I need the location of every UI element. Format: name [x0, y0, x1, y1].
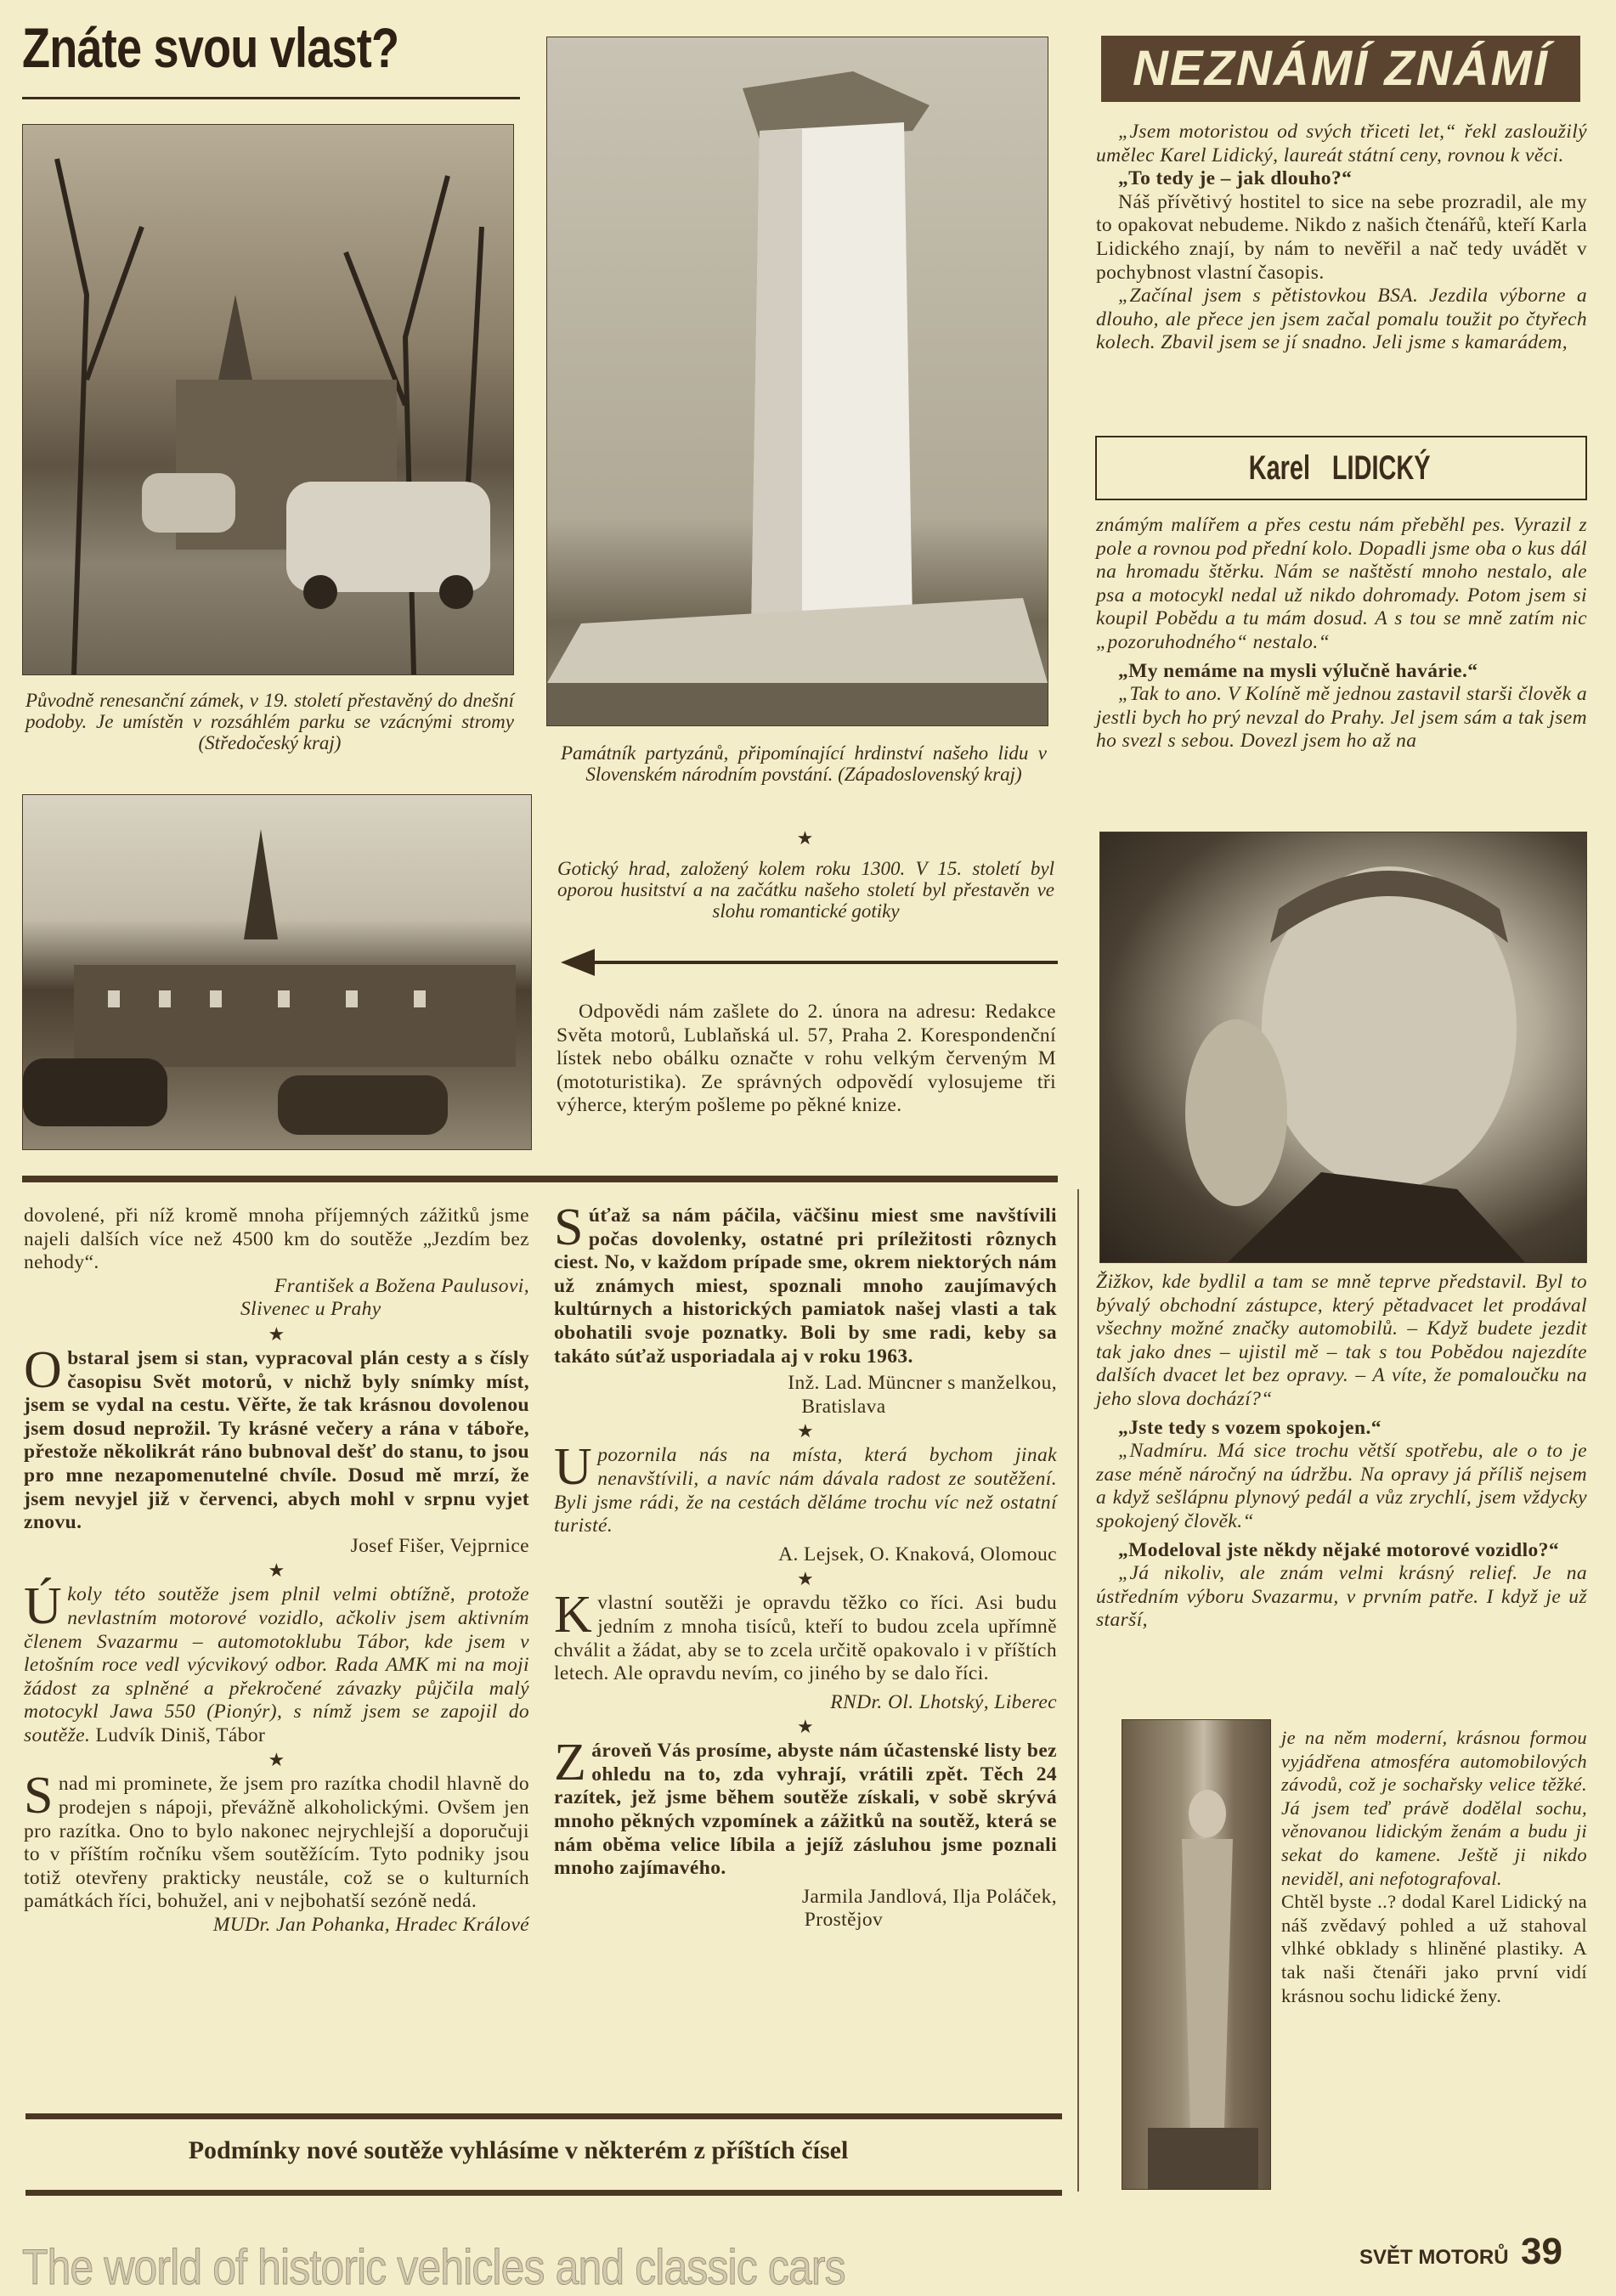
interview-paragraph: Žižkov, kde bydlil a tam se mně teprve představil. Byl to bývalý obchodní zástupce, který pětadvacet let prodával všechny možné značky automobilů. – Když budete jezdit tak jako dnes – ujistil mě – tak s tou Pobědou najezdíte dalších dvacet let bez opravy. – A víte, že pomaloučku na jeho slova dochází?“ — [1096, 1271, 1587, 1410]
interview-paragraph: Chtěl byste ..? dodal Karel Lidický na náš zvědavý pohled a už stahoval vlhké obklady s hliněné plastiky. A tak naši čtenáři jako první vidí krásnou sochu lidické ženy. — [1281, 1891, 1587, 2006]
star-divider: ★ — [796, 827, 814, 849]
magazine-name: SVĚT MOTORŮ — [1359, 2246, 1509, 2269]
drop-cap: Ú — [24, 1577, 63, 1636]
interview-paragraph: Náš přívětivý hostitel to sice na sebe prozradil, ale my to opakovat nebudeme. Nikdo z našich čtenářů, kteří Karla Lidického znají, by nám to nevěřil a nač tedy uvádět v pochybnost vlastní časopis. — [1096, 190, 1587, 284]
letter-paulus-text: dovolené, při níž kromě mnoha příjemných zážitků jsme najeli dalších více než 4500 km do soutěže „Jezdím bez nehody“. — [24, 1204, 529, 1274]
caption-castle-park: Původně renesanční zámek, v 19. století přestavěný do dnešní podoby. Je umístěn v rozsáhlém parku se vzácnými stromy (Středočeský kraj) — [25, 690, 514, 753]
watermark-text: The world of historic vehicles and classic cars — [22, 2240, 845, 2295]
drop-cap: U — [554, 1438, 593, 1497]
star-divider: ★ — [268, 1749, 285, 1771]
letter-paulus-signature: František a Božena Paulusovi, — [274, 1274, 529, 1297]
letter-fiser-text — [24, 1340, 529, 1535]
photo-gothic-castle — [22, 794, 532, 1150]
interview-paragraph: známým malířem a přes cestu nám přeběhl pes. Vyrazil z pole a rovnou pod přední kolo. Dopadli jsme oba o kus dál na hromadu štěrku. Nám se naštěstí mnoho nestalo, ale psa a motocykl nedal už nikdo dohromady. Potom jsem si koupil Pobědu a tu mám dosud. A s tou se mně zatím nic „pozoruhodného“ nestalo.“ — [1096, 514, 1587, 653]
interview-part-4 — [1281, 1726, 1587, 2007]
section-banner-neznami-znami: NEZNÁMÍ ZNÁMÍ — [1101, 36, 1580, 102]
page-number: 39 — [1521, 2231, 1562, 2272]
letter-muncner-text — [554, 1199, 1057, 1368]
interview-paragraph: „Nadmíru. Má sice trochu větší spotřebu, ale o to je zase méně náročný na údržbu. Na opravy já příliš nejsem a když sešlápnu plynový pedál a vůz zrychlí, jsem vždycky spokojený člověk.“ — [1096, 1440, 1587, 1532]
interview-question: „To tedy je – jak dlouho?“ — [1118, 167, 1353, 190]
answer-address: Odpovědi nám zašlete do 2. února na adresu: Redakce Světa motorů, Lublaňská ul. 57, Praha 2. Korespondenční lístek nebo obálku označte v rohu velkým červeným M (mototuristika). Ze správných odpovědí vylosujeme tři výherce, kterým pošleme po pěkné knize. — [557, 1001, 1056, 1117]
name-first: Karel — [1248, 449, 1310, 487]
letter-dinis-signature: Ludvík Diniš, Tábor — [95, 1723, 266, 1746]
next-contest-banner: Podmínky nové soutěže vyhlásíme v některém z příštích čísel — [188, 2136, 849, 2164]
drop-cap: S — [24, 1767, 54, 1825]
letter-pohanka-text — [24, 1767, 529, 1914]
photo-monument — [546, 37, 1048, 726]
star-divider: ★ — [796, 1568, 815, 1590]
page-title: Znáte svou vlast? — [22, 16, 399, 79]
drop-cap: K — [554, 1586, 593, 1644]
letters-column-middle — [554, 1199, 1057, 1932]
interview-paragraph: „Začínal jsem s pětistovkou BSA. Jezdila výborne a dlouho, ale přece jen jsem začal pomalu toužit po čtyřech kolech. Zbavil jsem se jí snadno. Jeli jsme s kamarádem, — [1096, 285, 1587, 354]
photo-castle-park-image — [23, 125, 513, 674]
interview-question: „Modeloval jste někdy nějaké motorové vozidlo?“ — [1118, 1538, 1560, 1561]
letter-lhotsky-text — [554, 1586, 1057, 1685]
star-divider: ★ — [796, 1716, 815, 1738]
letters-column-left — [24, 1204, 529, 1938]
letter-lejsek-text — [554, 1438, 1057, 1537]
interview-part-2 — [1096, 514, 1587, 753]
letter-jandlova-text — [554, 1734, 1057, 1881]
letter-muncner-signature: Inž. Lad. Müncner s manželkou, — [788, 1372, 1057, 1395]
page-footer — [1359, 2231, 1562, 2273]
letter-paulus-place: Slivenec u Prahy — [240, 1298, 381, 1321]
letter-lhotsky-signature: RNDr. Ol. Lhotský, Liberec — [830, 1690, 1057, 1713]
photo-statue-lidice-woman — [1122, 1719, 1271, 2190]
section-divider — [22, 1176, 1058, 1182]
interview-paragraph: „Já nikoliv, ale znám velmi krásný relief. Je na ústředním výboru Svazarmu, v prvním patře. I když je už starší, — [1096, 1562, 1587, 1632]
banner-rule-top — [25, 2113, 1062, 2119]
drop-cap: Z — [554, 1734, 587, 1792]
star-divider: ★ — [268, 1560, 285, 1582]
letter-body: pozornila nás na místa, která bychom jinak nenavštívili, a navíc nám dávala radost ze soutěžení. Byli jsme rádi, že na cestách děláme trochu víc než ostatní turisté. — [554, 1444, 1057, 1537]
name-last: LIDICKÝ — [1331, 449, 1431, 487]
letter-dinis-text — [24, 1577, 529, 1747]
portrait-image — [1100, 832, 1586, 1262]
photo-karel-lidicky-portrait — [1099, 832, 1587, 1263]
title-underline — [22, 97, 520, 99]
letter-body: ároveň Vás prosíme, abyste nám účastenské listy bez ohledu na to, zda vyhrají, vrátili zpět. Těch 24 razítek, jež jsme během soutěže získali, v sobě skrývá mnoho pěkných vzpomínek a zážitků na soutěž, která se nám oběma velice líbila a jejíž zásluhou jsme poznali mnoho zajímavého. — [554, 1740, 1057, 1880]
letter-muncner-place: Bratislava — [801, 1395, 886, 1418]
star-divider: ★ — [796, 1420, 815, 1442]
letter-jandlova-signature: Jarmila Jandlová, Ilja Poláček, — [801, 1885, 1057, 1908]
letter-fiser-signature: Josef Fišer, Vejprnice — [350, 1534, 529, 1557]
interviewee-name-box — [1095, 436, 1587, 500]
letter-body: vlastní soutěži je opravdu těžko co říci. Asi budu jedním z mnoha tisíců, kteří to budou zcela upřímně chválit a žádat, aby se to zcela určitě opakovalo i v příštích letech. Ale opravdu nevím, co jiného by se dalo říci. — [554, 1592, 1057, 1685]
column-rule — [1077, 1189, 1079, 2192]
letter-body: úťaž sa nám páčila, väčšinu miest sme navštívili počas dovolenky, ostatné pri príležitosti rôznych ciest. No, v každom prípade sme, okrem niektorých nám už známych miest, spoznali mnoho zaujímavých kultúrnych a historických pamiatok našej vlasti a tak obohatili svoje poznatky. Boli by sme radi, keby sa takáto súťaž usporiadala aj v roku 1963. — [554, 1204, 1057, 1368]
photo-monument-image — [547, 37, 1048, 725]
interview-paragraph: je na něm moderní, krásnou formou vyjádřena atmosféra automobilových závodů, což je sochařsky velice těžké. Já jsem teď právě dodělal sochu, věnovanou lidickým ženám a budu ji sekat do kamene. Ještě ji nikdo neviděl, ani nefotografoval. — [1281, 1727, 1587, 1889]
interview-question: „Jste tedy s vozem spokojen.“ — [1118, 1416, 1382, 1439]
interview-paragraph: „Jsem motoristou od svých třiceti let,“ řekl zasloužilý umělec Karel Lidický, laureát státní ceny, rovnou k věci. — [1096, 121, 1587, 166]
drop-cap: S — [554, 1199, 584, 1256]
interview-part-3 — [1096, 1271, 1587, 1633]
photo-gothic-castle-image — [23, 795, 531, 1149]
statue-image — [1122, 1720, 1270, 2189]
interview-part-1 — [1096, 121, 1587, 355]
letter-lejsek-signature: A. Lejsek, O. Knaková, Olomouc — [778, 1543, 1057, 1565]
star-divider: ★ — [268, 1323, 285, 1345]
left-arrow-icon — [561, 947, 1058, 978]
letter-jandlova-place: Prostějov — [804, 1909, 884, 1932]
drop-cap: O — [24, 1340, 63, 1399]
photo-castle-park — [22, 124, 514, 675]
letter-body: koly této soutěže jsem plnil velmi obtížně, protože nevlastním motorové vozidlo, ačkoliv jsem aktivním členem Svazarmu – automotoklubu Tábor, kde jsem v letošním roce vedl výcvikový odbor. Rada AMK mi na moji žádost za splněné a překročené závazky půjčila malý motocykl Jawa 550 (Pionýr), s nímž jsem se zapojil do soutěže. — [24, 1583, 529, 1746]
caption-gothic-castle: Gotický hrad, založený kolem roku 1300. V 15. století byl oporou husitství a na začátku našeho století byl přestavěn ve slohu romantické gotiky — [557, 858, 1054, 922]
interview-paragraph: „Tak to ano. V Kolíně mě jednou zastavil starši člověk a jestli bych ho prý nevzal do Prahy. Jel jsem sám a tak jsem ho svezl s sebou. Dovezl jsem ho až na — [1096, 683, 1587, 753]
banner-rule-bottom — [25, 2190, 1062, 2196]
letter-pohanka-signature: MUDr. Jan Pohanka, Hradec Králové — [212, 1914, 529, 1937]
caption-monument: Památník partyzánů, připomínající hrdinství našeho lidu v Slovenském národním povstání. (Západoslovenský kraj) — [561, 742, 1047, 785]
letter-body: nad mi prominete, že jsem pro razítka chodil hlavně do prodejen s nápoji, převážně alkoholickými. Ovšem jen pro razítka. Ono to bylo nakonec nejrychlejší a doporučuji to v příštím ročníku všem soutěžícím. Tyto podniky jsou totiž otevřeny prakticky neustále, což se o kulturních památkách říci, bohužel, ani v nejbohatší sezóně nedá. — [24, 1773, 529, 1913]
interview-question: „My nemáme na mysli výlučně havárie.“ — [1118, 659, 1478, 682]
letter-body: bstaral jsem si stan, vypracoval plán cesty a s čísly časopisu Svět motorů, v nichž byly snímky míst, jsem se vydal na cestu. Věřte, že tak krásnou dovolenou jsem dosud neprožil. Ty krásné večery a rána v tábořе, přestože několikrát ráno bubnoval dešť do stanu, to jsou pro mne nezapomenutelné chvíle. Dosud mě mrzí, že jsem nevyjel již v červenci, abych mohl v srpnu vyjet znovu. — [24, 1346, 529, 1534]
